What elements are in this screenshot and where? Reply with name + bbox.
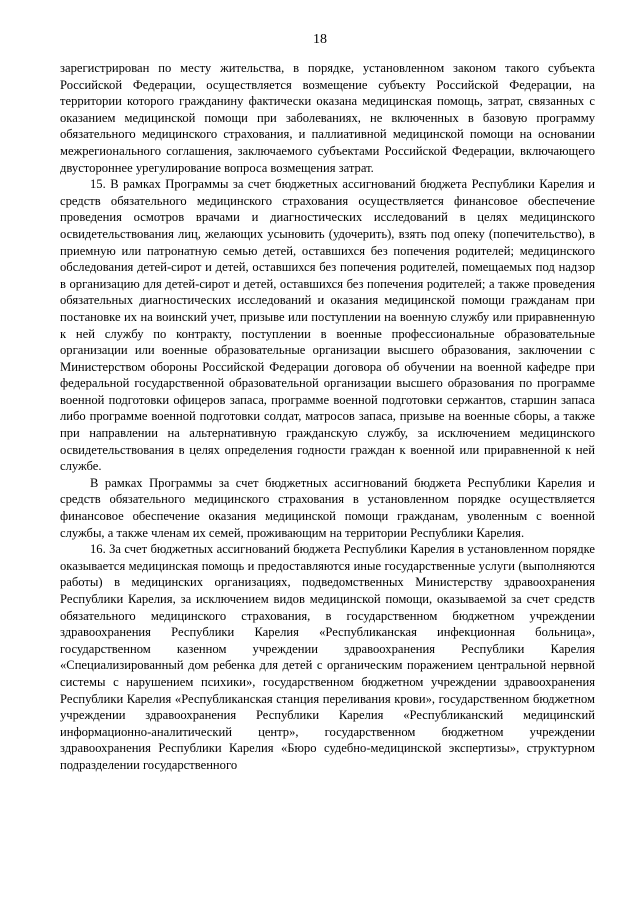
paragraph-item-16: 16. За счет бюджетных ассигнований бюджета Республики Карелия в установленном порядке оказывается медицинская помощь и предоставляются иные государственные услуги (выполняются работы) в медицинских организациях, подведомственных Министерству здравоохранения Республики Карелия, за исключением видов медицинской помощи, оказываемой за счет средств обязательного медицинского страхования, в государственном бюджетном учреждении здравоохранения Республики Карелия «Республиканская инфекционная больница», государственном казенном учреждении здравоохранения Республики Карелия «Специализированный дом ребенка для детей с органическим поражением центральной нервной системы с нарушением психики», государственном бюджетном учреждении здравоохранения Республики Карелия «Республиканская станция переливания крови», государственном бюджетном учреждении здравоохранения Республики Карелия «Республиканский медицинский информационно-аналитический центр», государственном бюджетном учреждении здравоохранения Республики Карелия «Бюро судебно-медицинской экспертизы», структурном подразделении государственного	[60, 542, 595, 772]
document-body	[60, 60, 595, 774]
paragraph-item-15: 15. В рамках Программы за счет бюджетных ассигнований бюджета Республики Карелия и средств обязательного медицинского страхования осуществляется финансовое обеспечение проведения осмотров врачами и диагностических исследований в целях медицинского освидетельствования лиц, желающих усыновить (удочерить), взять под опеку (попечительство), в приемную или патронатную семью детей, оставшихся без попечения родителей; медицинского обследования детей-сирот и детей, оставшихся без попечения родителей, помещаемых под надзор в организацию для детей-сирот и детей, оставшихся без попечения родителей; а также проведения обязательных диагностических исследований и оказания медицинской помощи гражданам при постановке их на воинский учет, призыве или поступлении на военную службу или приравненную к ней службу по контракту, поступлении в военные профессиональные образовательные организации или военные образовательные организации высшего образования, заключении с Министерством обороны Российской Федерации договора об обучении на военной кафедре при федеральной государственной образовательной организации высшего образования по программе военной подготовки офицеров запаса, программе военной подготовки сержантов, старшин запаса либо программе военной подготовки солдат, матросов запаса, призыве на военные сборы, а также при направлении на альтернативную гражданскую службу, за исключением медицинского освидетельствования в целях определения годности граждан к военной или приравненной к ней службе.	[60, 177, 595, 474]
page-number: 18	[313, 32, 327, 47]
paragraph-military-families: В рамках Программы за счет бюджетных ассигнований бюджета Республики Карелия и средств обязательного медицинского страхования в установленном порядке осуществляется финансовое обеспечение оказания медицинской помощи гражданам, уволенным с военной службы, а также членам их семей, проживающим на территории Республики Карелия.	[60, 475, 595, 540]
paragraph-continuation: зарегистрирован по месту жительства, в порядке, установленном законом такого субъекта Российской Федерации, осуществляется возмещение субъекту Российской Федерации, на территории которого гражданину фактически оказана медицинская помощь, затрат, связанных с оказанием медицинской помощи при заболеваниях, не включенных в базовую программу обязательного медицинского страхования, и паллиативной медицинской помощи на основании межрегионального соглашения, заключаемого субъектами Российской Федерации, включающего двустороннее урегулирование вопроса возмещения затрат.	[60, 61, 595, 175]
